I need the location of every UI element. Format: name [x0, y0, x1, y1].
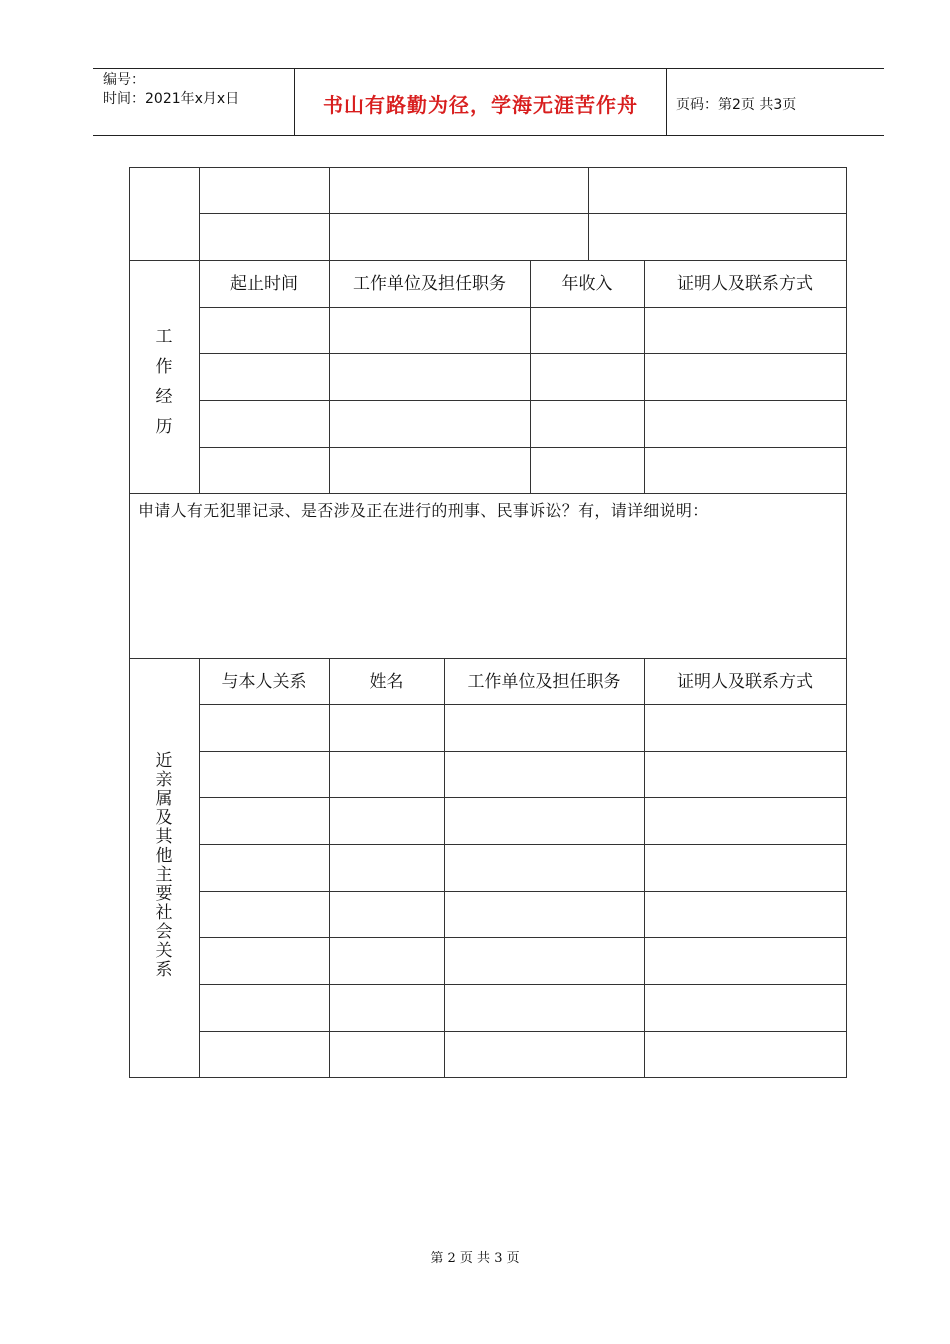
- row-rule: [199, 937, 846, 938]
- row-rule: [199, 307, 846, 308]
- header-divider-right: [666, 69, 667, 136]
- relatives-col-name: 姓名: [369, 672, 404, 692]
- table-border-bottom: [129, 1077, 847, 1078]
- header-page-info: 页码：第2页 共3页: [676, 97, 797, 113]
- col-rule: [329, 167, 330, 260]
- criminal-record-question: 申请人有无犯罪记录、是否涉及正在进行的刑事、民事诉讼？有，请详细说明：: [138, 501, 709, 520]
- row-rule: [199, 797, 846, 798]
- col-rule: [644, 658, 645, 1077]
- col-rule: [199, 167, 200, 260]
- header-meta: [103, 71, 239, 109]
- row-rule: [199, 984, 846, 985]
- col-rule: [329, 658, 330, 1077]
- time-label: 时间：2021年x月x日: [103, 91, 240, 107]
- work-history-section-label: 工 作 经 历: [155, 327, 173, 437]
- row-rule: [199, 447, 846, 448]
- col-rule: [199, 658, 200, 1077]
- row-rule: [199, 400, 846, 401]
- col-rule: [588, 167, 589, 260]
- table-border-top: [129, 167, 847, 168]
- row-rule: [199, 213, 846, 214]
- work-col-employer: 工作单位及担任职务: [353, 274, 506, 294]
- page-footer: 第 2 页 共 3 页: [430, 1251, 520, 1266]
- header-bottom-rule: [93, 135, 884, 136]
- header-motto: 书山有路勤为径，学海无涯苦作舟: [323, 93, 638, 117]
- table-border-right: [846, 167, 847, 1077]
- row-rule: [199, 891, 846, 892]
- header-top-rule: [93, 68, 884, 69]
- row-rule: [199, 844, 846, 845]
- relatives-section-label: 近 亲 属 及 其 他 主 要 社 会 关 系: [155, 751, 173, 980]
- row-rule: [199, 751, 846, 752]
- work-col-reference: 证明人及联系方式: [677, 274, 813, 294]
- serial-label: 编号：: [103, 72, 145, 88]
- relatives-col-relationship: 与本人关系: [221, 672, 307, 692]
- col-rule: [444, 658, 445, 1077]
- row-rule: [199, 353, 846, 354]
- work-col-income: 年收入: [561, 274, 613, 294]
- relatives-col-reference: 证明人及联系方式: [677, 672, 813, 692]
- row-rule: [199, 1031, 846, 1032]
- section-rule: [129, 493, 847, 494]
- relatives-col-employer: 工作单位及担任职务: [467, 672, 621, 692]
- work-col-period: 起止时间: [230, 274, 298, 294]
